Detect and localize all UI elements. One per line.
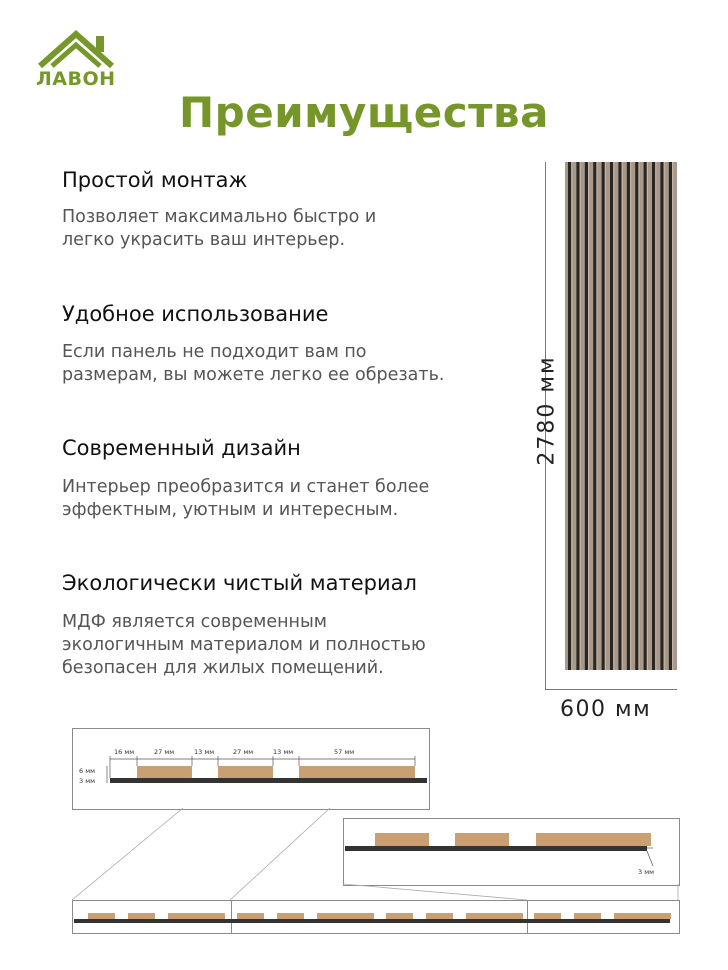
panel-slat-highlight bbox=[571, 162, 572, 670]
panel-slat-highlight bbox=[605, 162, 606, 670]
zoom-section-diagram bbox=[343, 818, 680, 886]
width-label-5: 13 мм bbox=[273, 748, 294, 756]
profile-slat bbox=[137, 766, 192, 778]
slat-height-label: 6 мм bbox=[79, 767, 96, 775]
width-dimension-line bbox=[545, 689, 677, 690]
panel-slat-highlight bbox=[580, 162, 581, 670]
feature-text-line: экологичным материалом и полностью bbox=[62, 635, 426, 655]
panel-slat-gap bbox=[669, 162, 672, 670]
panel-slat-gap bbox=[593, 162, 596, 670]
feature-text-line: МДФ является современным bbox=[62, 612, 328, 632]
panel-slat-gap bbox=[618, 162, 621, 670]
feature-text-line: легко украсить ваш интерьер. bbox=[62, 230, 346, 250]
acoustic-panel-image bbox=[565, 162, 677, 670]
panel-slat-highlight bbox=[596, 162, 597, 670]
strip-slat bbox=[88, 913, 115, 919]
strip-base bbox=[74, 919, 670, 923]
feature-text-line: Интерьер преобразится и станет более bbox=[62, 477, 430, 497]
strip-slat bbox=[277, 913, 304, 919]
width-label-4: 27 мм bbox=[233, 748, 254, 756]
panel-slat-highlight bbox=[588, 162, 589, 670]
panel-slat-highlight bbox=[664, 162, 665, 670]
strip-slat bbox=[466, 913, 523, 919]
feature-heading-3: Современный дизайн bbox=[62, 436, 301, 460]
feature-text-line: эффектным, уютным и интересным. bbox=[62, 500, 399, 520]
page-title: Преимущества bbox=[179, 88, 549, 137]
width-label-3: 13 мм bbox=[194, 748, 215, 756]
zoom-slat bbox=[375, 833, 429, 846]
strip-slat bbox=[168, 913, 225, 919]
panel-slat-gap bbox=[610, 162, 613, 670]
panel-slats-graphic bbox=[565, 162, 677, 670]
panel-slat-gap bbox=[644, 162, 647, 670]
panel-slat-highlight bbox=[638, 162, 639, 670]
panel-slat-highlight bbox=[630, 162, 631, 670]
profile-slat bbox=[218, 766, 273, 778]
feature-text-3 bbox=[62, 476, 502, 522]
panel-height-label: 2780 мм bbox=[534, 355, 560, 466]
panel-slat-highlight bbox=[672, 162, 673, 670]
width-label-6: 57 мм bbox=[334, 748, 355, 756]
panel-slat-highlight bbox=[655, 162, 656, 670]
panel-slat-gap bbox=[602, 162, 605, 670]
feature-heading-4: Экологически чистый материал bbox=[62, 571, 417, 595]
strip-slat bbox=[534, 913, 561, 919]
panel-slat-gap bbox=[660, 162, 663, 670]
width-label-2: 27 мм bbox=[154, 748, 175, 756]
strip-slat bbox=[237, 913, 264, 919]
profile-base bbox=[110, 778, 427, 783]
profile-slat bbox=[299, 766, 415, 778]
feature-heading-2: Удобное использование bbox=[62, 302, 329, 326]
panel-slat-highlight bbox=[647, 162, 648, 670]
feature-text-line: безопасен для жилых помещений. bbox=[62, 658, 384, 678]
feature-text-2 bbox=[62, 341, 502, 387]
width-label-1: 16 мм bbox=[114, 748, 135, 756]
full-panel-strip-diagram bbox=[72, 900, 680, 934]
feature-text-line: Если панель не подходит вам по bbox=[62, 342, 367, 362]
zoom-slat bbox=[455, 833, 509, 846]
feature-text-1 bbox=[62, 206, 502, 252]
feature-heading-1: Простой монтаж bbox=[62, 168, 248, 192]
strip-slat bbox=[317, 913, 374, 919]
strip-slat bbox=[574, 913, 601, 919]
zoom-slat bbox=[536, 833, 651, 846]
panel-width-label: 600 мм bbox=[560, 697, 652, 722]
base-height-label: 3 мм bbox=[79, 777, 96, 785]
panel-slat-highlight bbox=[622, 162, 623, 670]
strip-slat bbox=[128, 913, 155, 919]
feature-text-line: размерам, вы можете легко ее обрезать. bbox=[62, 365, 445, 385]
panel-slat-gap bbox=[568, 162, 571, 670]
profile-section-diagram bbox=[72, 728, 430, 810]
strip-slat bbox=[614, 913, 671, 919]
panel-slat-highlight bbox=[613, 162, 614, 670]
brand-name: ЛАВОН bbox=[36, 68, 116, 90]
panel-slat-gap bbox=[635, 162, 638, 670]
zoom-base bbox=[345, 846, 647, 851]
panel-slat-gap bbox=[652, 162, 655, 670]
feature-text-line: Позволяет максимально быстро и bbox=[62, 207, 377, 227]
panel-slat-gap bbox=[585, 162, 588, 670]
feature-text-4 bbox=[62, 611, 502, 680]
zoom-base-label: 3 мм bbox=[638, 868, 655, 876]
strip-slat bbox=[426, 913, 453, 919]
panel-slat-gap bbox=[576, 162, 579, 670]
panel-slat-gap bbox=[627, 162, 630, 670]
strip-slat bbox=[386, 913, 413, 919]
